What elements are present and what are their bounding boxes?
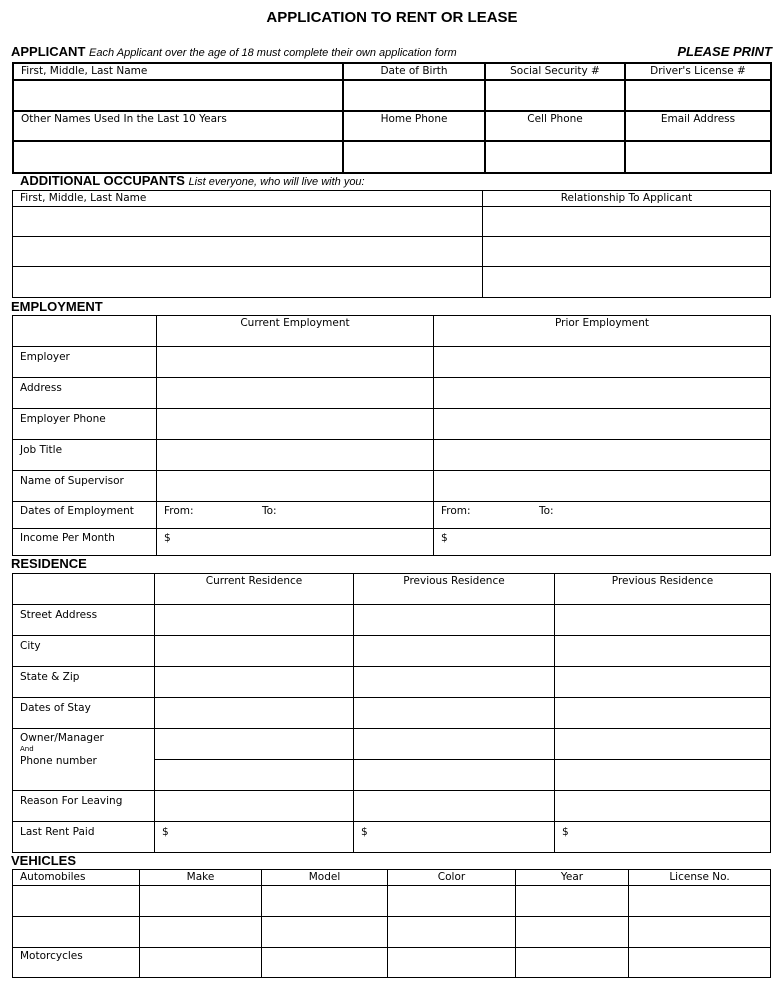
- state-zip-label: State & Zip: [13, 667, 155, 698]
- residence-field[interactable]: [155, 760, 354, 791]
- applicant-title: APPLICANT: [11, 44, 86, 59]
- residence-field[interactable]: [354, 698, 555, 729]
- ssn-label: Social Security #: [485, 63, 625, 80]
- vehicle-field[interactable]: [629, 948, 771, 978]
- name-label: First, Middle, Last Name: [13, 63, 343, 80]
- residence-field[interactable]: [555, 729, 771, 760]
- home-phone-label: Home Phone: [343, 111, 485, 141]
- last-rent-label: Last Rent Paid: [13, 822, 155, 853]
- occupant-name-label: First, Middle, Last Name: [13, 191, 483, 207]
- current-employment-label: Current Employment: [157, 316, 434, 347]
- current-employer-field[interactable]: [157, 347, 434, 378]
- residence-field[interactable]: [155, 667, 354, 698]
- employment-heading: EMPLOYMENT: [11, 299, 103, 314]
- email-field[interactable]: [625, 141, 771, 173]
- employer-phone-label: Employer Phone: [13, 409, 157, 440]
- city-label: City: [13, 636, 155, 667]
- applicant-note: Each Applicant over the age of 18 must complete their own application form: [89, 47, 457, 59]
- motorcycles-label: Motorcycles: [13, 948, 140, 978]
- residence-table: [12, 573, 771, 853]
- prior-income-field[interactable]: [434, 529, 771, 556]
- model-label: Model: [262, 870, 388, 886]
- employment-table: [12, 315, 771, 556]
- license-label: Driver's License #: [625, 63, 771, 80]
- relationship-label: Relationship To Applicant: [483, 191, 771, 207]
- color-label: Color: [388, 870, 516, 886]
- dob-field[interactable]: [343, 80, 485, 111]
- dob-label: Date of Birth: [343, 63, 485, 80]
- current-dates-field[interactable]: [157, 502, 434, 529]
- dates-of-stay-label: Dates of Stay: [13, 698, 155, 729]
- please-print: PLEASE PRINT: [677, 44, 772, 59]
- job-title-label: Job Title: [13, 440, 157, 471]
- dollar-sign: $: [562, 826, 569, 838]
- vehicle-field[interactable]: [629, 886, 771, 917]
- residence-field[interactable]: [354, 760, 555, 791]
- residence-field[interactable]: [155, 729, 354, 760]
- and-text: And: [20, 745, 34, 753]
- income-label: Income Per Month: [13, 529, 157, 556]
- owner-text: Owner/Manager: [20, 732, 104, 744]
- residence-field[interactable]: [155, 698, 354, 729]
- other-names-label: Other Names Used In the Last 10 Years: [13, 111, 343, 141]
- dollar-sign: $: [162, 826, 169, 838]
- occupant-name-field[interactable]: [13, 267, 483, 298]
- email-label: Email Address: [625, 111, 771, 141]
- vehicle-field[interactable]: [516, 917, 629, 948]
- cell-phone-field[interactable]: [485, 141, 625, 173]
- residence-field[interactable]: [354, 636, 555, 667]
- blank-cell: [13, 574, 155, 605]
- residence-field[interactable]: [155, 636, 354, 667]
- year-label: Year: [516, 870, 629, 886]
- current-phone-field[interactable]: [157, 409, 434, 440]
- vehicles-heading: VEHICLES: [11, 853, 77, 868]
- other-names-field[interactable]: [13, 141, 343, 173]
- occupants-table: [12, 190, 771, 298]
- vehicle-field[interactable]: [140, 917, 262, 948]
- street-label: Street Address: [13, 605, 155, 636]
- make-label: Make: [140, 870, 262, 886]
- vehicle-field[interactable]: [388, 886, 516, 917]
- residence-field[interactable]: [155, 605, 354, 636]
- occupant-name-field[interactable]: [13, 207, 483, 237]
- automobiles-label: Automobiles: [13, 870, 140, 886]
- vehicles-table: [12, 869, 771, 978]
- rent-field[interactable]: [354, 822, 555, 853]
- residence-field[interactable]: [155, 791, 354, 822]
- current-residence-label: Current Residence: [155, 574, 354, 605]
- residence-field[interactable]: [555, 605, 771, 636]
- applicant-table: [12, 62, 772, 174]
- from-label: From:: [164, 505, 194, 517]
- dollar-sign: $: [441, 532, 448, 544]
- vehicle-field[interactable]: [13, 917, 140, 948]
- occupants-heading: [20, 173, 365, 188]
- address-label: Address: [13, 378, 157, 409]
- reason-label: Reason For Leaving: [13, 791, 155, 822]
- occupants-note: List everyone, who will live with you:: [188, 176, 365, 188]
- employer-label: Employer: [13, 347, 157, 378]
- vehicle-field[interactable]: [13, 886, 140, 917]
- from-label: From:: [441, 505, 471, 517]
- form-title: APPLICATION TO RENT OR LEASE: [266, 9, 518, 26]
- to-label: To:: [539, 505, 554, 517]
- residence-field[interactable]: [354, 605, 555, 636]
- blank-cell: [13, 316, 157, 347]
- vehicle-field[interactable]: [262, 948, 388, 978]
- cell-phone-label: Cell Phone: [485, 111, 625, 141]
- name-field[interactable]: [13, 80, 343, 111]
- supervisor-label: Name of Supervisor: [13, 471, 157, 502]
- occupant-name-field[interactable]: [13, 237, 483, 267]
- prior-supervisor-field[interactable]: [434, 471, 771, 502]
- home-phone-field[interactable]: [343, 141, 485, 173]
- prior-address-field[interactable]: [434, 378, 771, 409]
- residence-field[interactable]: [555, 760, 771, 791]
- license-no-label: License No.: [629, 870, 771, 886]
- previous-residence-label: Previous Residence: [354, 574, 555, 605]
- residence-heading: RESIDENCE: [11, 556, 87, 571]
- prior-employer-field[interactable]: [434, 347, 771, 378]
- prior-dates-field[interactable]: [434, 502, 771, 529]
- vehicle-field[interactable]: [140, 948, 262, 978]
- vehicle-field[interactable]: [516, 948, 629, 978]
- phone-text: Phone number: [20, 755, 97, 767]
- residence-field[interactable]: [354, 729, 555, 760]
- dates-label: Dates of Employment: [13, 502, 157, 529]
- dollar-sign: $: [164, 532, 171, 544]
- current-income-field[interactable]: [157, 529, 434, 556]
- current-supervisor-field[interactable]: [157, 471, 434, 502]
- residence-field[interactable]: [354, 667, 555, 698]
- residence-field[interactable]: [555, 791, 771, 822]
- vehicle-field[interactable]: [262, 886, 388, 917]
- vehicle-field[interactable]: [388, 917, 516, 948]
- previous-residence-label-2: Previous Residence: [555, 574, 771, 605]
- residence-field[interactable]: [555, 667, 771, 698]
- rent-field[interactable]: [155, 822, 354, 853]
- rent-field[interactable]: [555, 822, 771, 853]
- current-job-title-field[interactable]: [157, 440, 434, 471]
- license-field[interactable]: [625, 80, 771, 111]
- to-label: To:: [262, 505, 277, 517]
- prior-phone-field[interactable]: [434, 409, 771, 440]
- relationship-field[interactable]: [483, 207, 771, 237]
- applicant-heading: [11, 44, 457, 59]
- dollar-sign: $: [361, 826, 368, 838]
- vehicle-field[interactable]: [516, 886, 629, 917]
- prior-employment-label: Prior Employment: [434, 316, 771, 347]
- current-address-field[interactable]: [157, 378, 434, 409]
- vehicle-field[interactable]: [262, 917, 388, 948]
- residence-field[interactable]: [354, 791, 555, 822]
- prior-job-title-field[interactable]: [434, 440, 771, 471]
- vehicle-field[interactable]: [140, 886, 262, 917]
- vehicle-field[interactable]: [629, 917, 771, 948]
- residence-field[interactable]: [555, 636, 771, 667]
- relationship-field[interactable]: [483, 267, 771, 298]
- vehicle-field[interactable]: [388, 948, 516, 978]
- residence-field[interactable]: [555, 698, 771, 729]
- ssn-field[interactable]: [485, 80, 625, 111]
- relationship-field[interactable]: [483, 237, 771, 267]
- occupants-title: ADDITIONAL OCCUPANTS: [20, 173, 185, 188]
- owner-manager-label: [13, 729, 155, 791]
